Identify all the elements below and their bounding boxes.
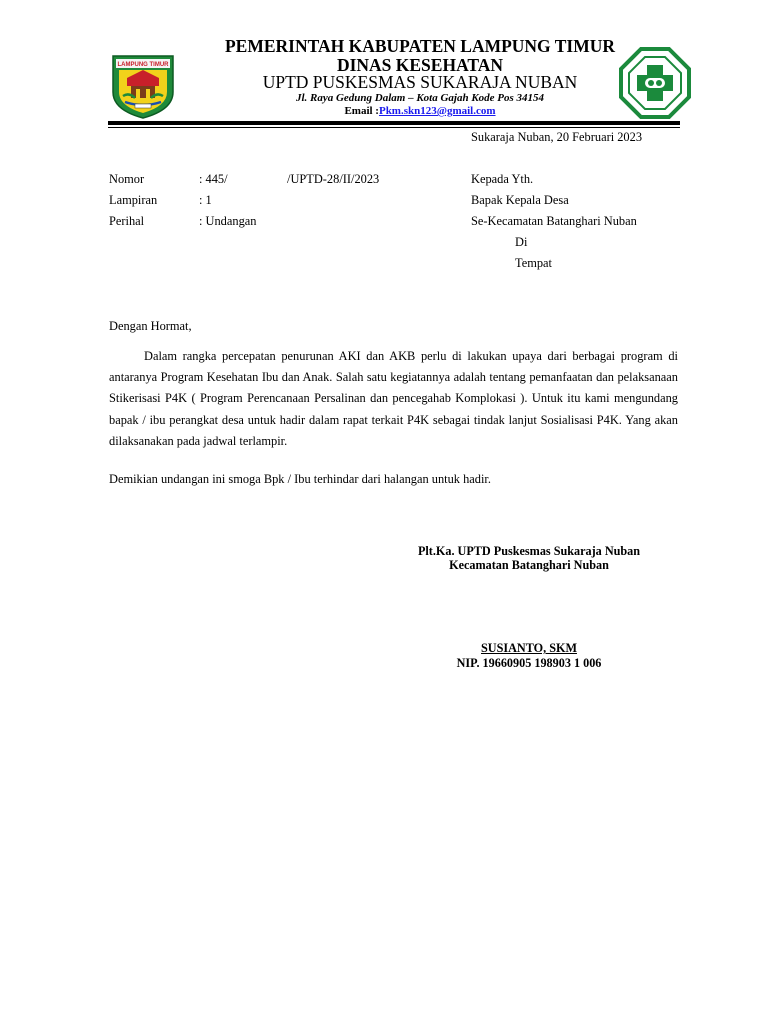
recipient-greeting: Kepada Yth. — [471, 172, 534, 186]
perihal-label: Perihal — [109, 214, 145, 228]
recipient-name: Bapak Kepala Desa — [471, 193, 569, 207]
lampiran-value: : 1 — [199, 193, 212, 207]
lampung-timur-emblem-icon — [109, 52, 177, 120]
letterhead-rule-thin — [108, 127, 680, 128]
letterhead-institution: UPTD PUSKESMAS SUKARAJA NUBAN — [262, 72, 578, 92]
letter-date: Sukaraja Nuban, 20 Februari 2023 — [471, 130, 643, 144]
closing-sentence: Demikian undangan ini smoga Bpk / Ibu terhindar dari halangan untuk hadir. — [109, 472, 491, 486]
nomor-suffix: /UPTD-28/II/2023 — [287, 172, 380, 186]
recipient-area: Se-Kecamatan Batanghari Nuban — [471, 214, 637, 228]
signature-name: SUSIANTO, SKM — [481, 641, 577, 655]
letterhead-address: Jl. Raya Gedung Dalam – Kota Gajah Kode Pos 34154 — [295, 92, 545, 104]
nomor-label: Nomor — [109, 172, 145, 186]
signature-nip: NIP. 19660905 198903 1 006 — [456, 656, 602, 670]
email-label: Email : — [344, 105, 379, 117]
body-paragraph — [109, 346, 678, 452]
perihal-value: : Undangan — [199, 214, 257, 228]
salutation: Dengan Hormat, — [109, 319, 192, 333]
emblem-banner-text: LAMPUNG TIMUR — [117, 62, 169, 68]
nomor-value: : 445/ — [199, 172, 228, 186]
email-link[interactable]: Pkm.skn123@gmail.com — [378, 105, 496, 117]
signature-title: Plt.Ka. UPTD Puskesmas Sukaraja Nuban — [417, 544, 641, 558]
letterhead-department: DINAS KESEHATAN — [336, 55, 504, 75]
lampiran-label: Lampiran — [109, 193, 158, 207]
signature-subtitle: Kecamatan Batanghari Nuban — [449, 558, 609, 572]
recipient-place: Tempat — [515, 256, 552, 270]
letterhead-email — [170, 105, 670, 117]
puskesmas-logo-icon — [619, 47, 691, 119]
letterhead-rule-thick — [108, 121, 680, 125]
body-text: Dalam rangka percepatan penurunan AKI dan AKB perlu di lakukan upaya dari berbagai program di antaranya Program Kesehatan Ibu dan Anak. Salah satu kegiatannya adalah tentang pemanfaatan dan pelaksanaan Stikerisasi P4K ( Program Perencanaan Persalinan dan pencegahab Komplokasi ). Untuk itu kami mengundang bapak / ibu perangkat desa untuk hadir dalam rapat terkait P4K sebagai tindak lanjut Sosialisasi P4K. Yang akan dilaksanakan pada jadwal terlampir. — [109, 349, 678, 448]
recipient-di: Di — [515, 235, 528, 249]
letterhead-government: PEMERINTAH KABUPATEN LAMPUNG TIMUR — [224, 36, 616, 56]
